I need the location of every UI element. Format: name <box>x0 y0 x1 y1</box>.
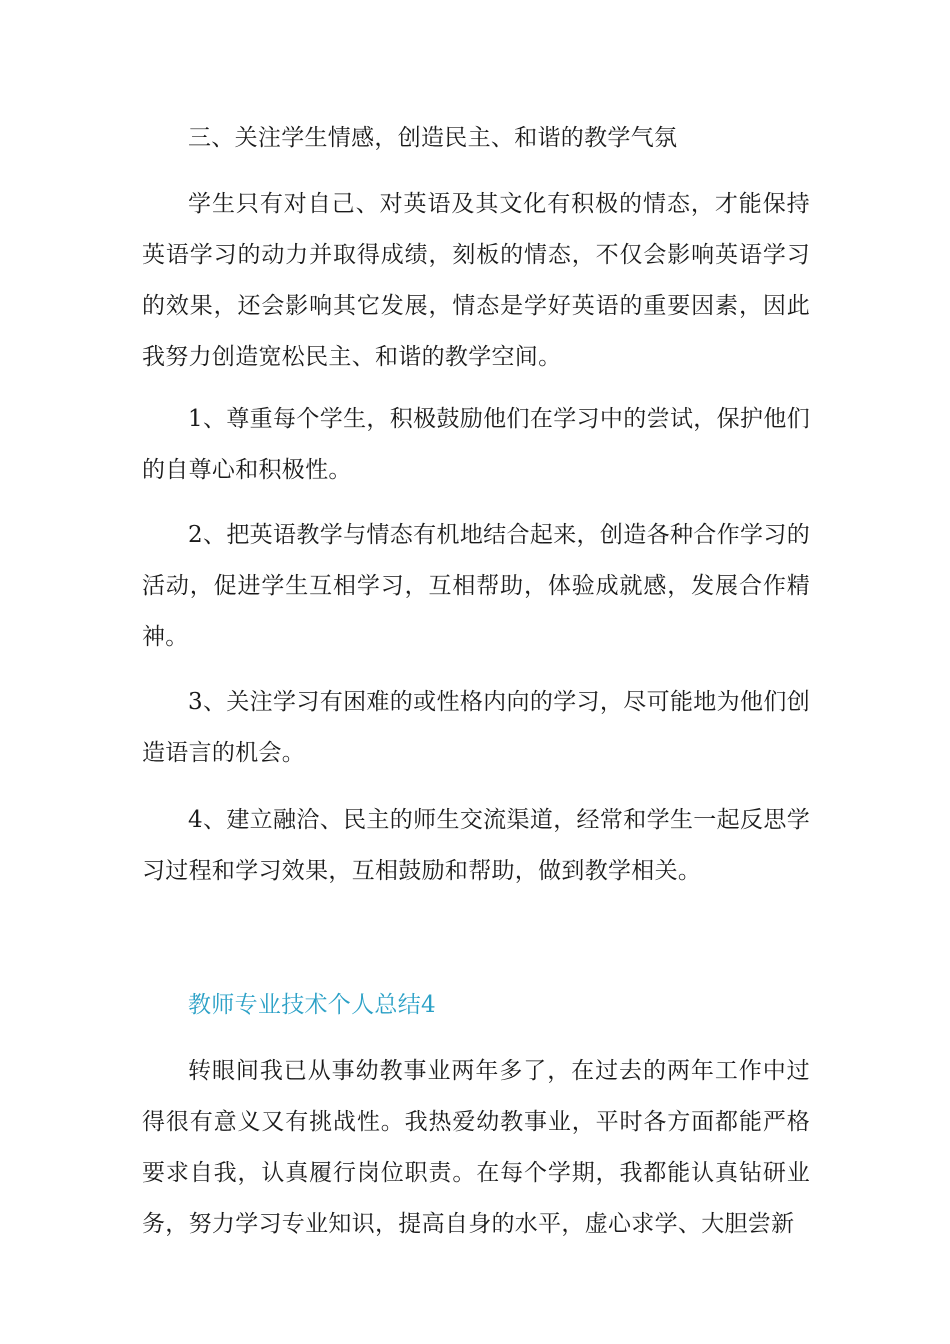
section-title: 教师专业技术个人总结4 <box>188 992 436 1018</box>
body-paragraph: 转眼间我已从事幼教事业两年多了，在过去的两年工作中过得很有意义又有挑战性。我热爱幼教事业，平时各方面都能严格要求自我，认真履行岗位职责。在每个学期，我都能认真钻研业务，努力学习专业知识，提高自身的水平，虚心求学、大胆尝新 <box>142 1058 810 1237</box>
list-item: 4、建立融洽、民主的师生交流渠道，经常和学生一起反思学习过程和学习效果，互相鼓励和帮助，做到教学相关。 <box>142 807 810 884</box>
intro-paragraph: 学生只有对自己、对英语及其文化有积极的情态，才能保持英语学习的动力并取得成绩，刻板的情态，不仅会影响英语学习的效果，还会影响其它发展，情态是学好英语的重要因素，因此我努力创造宽松民主、和谐的教学空间。 <box>142 191 810 370</box>
list-item: 3、关注学习有困难的或性格内向的学习，尽可能地为他们创造语言的机会。 <box>142 689 810 766</box>
list-item: 1、尊重每个学生，积极鼓励他们在学习中的尝试，保护他们的自尊心和积极性。 <box>142 406 810 483</box>
section-heading: 三、关注学生情感，创造民主、和谐的教学气氛 <box>188 125 678 151</box>
list-item: 2、把英语教学与情态有机地结合起来，创造各种合作学习的活动，促进学生互相学习，互相帮助，体验成就感，发展合作精神。 <box>142 522 810 650</box>
